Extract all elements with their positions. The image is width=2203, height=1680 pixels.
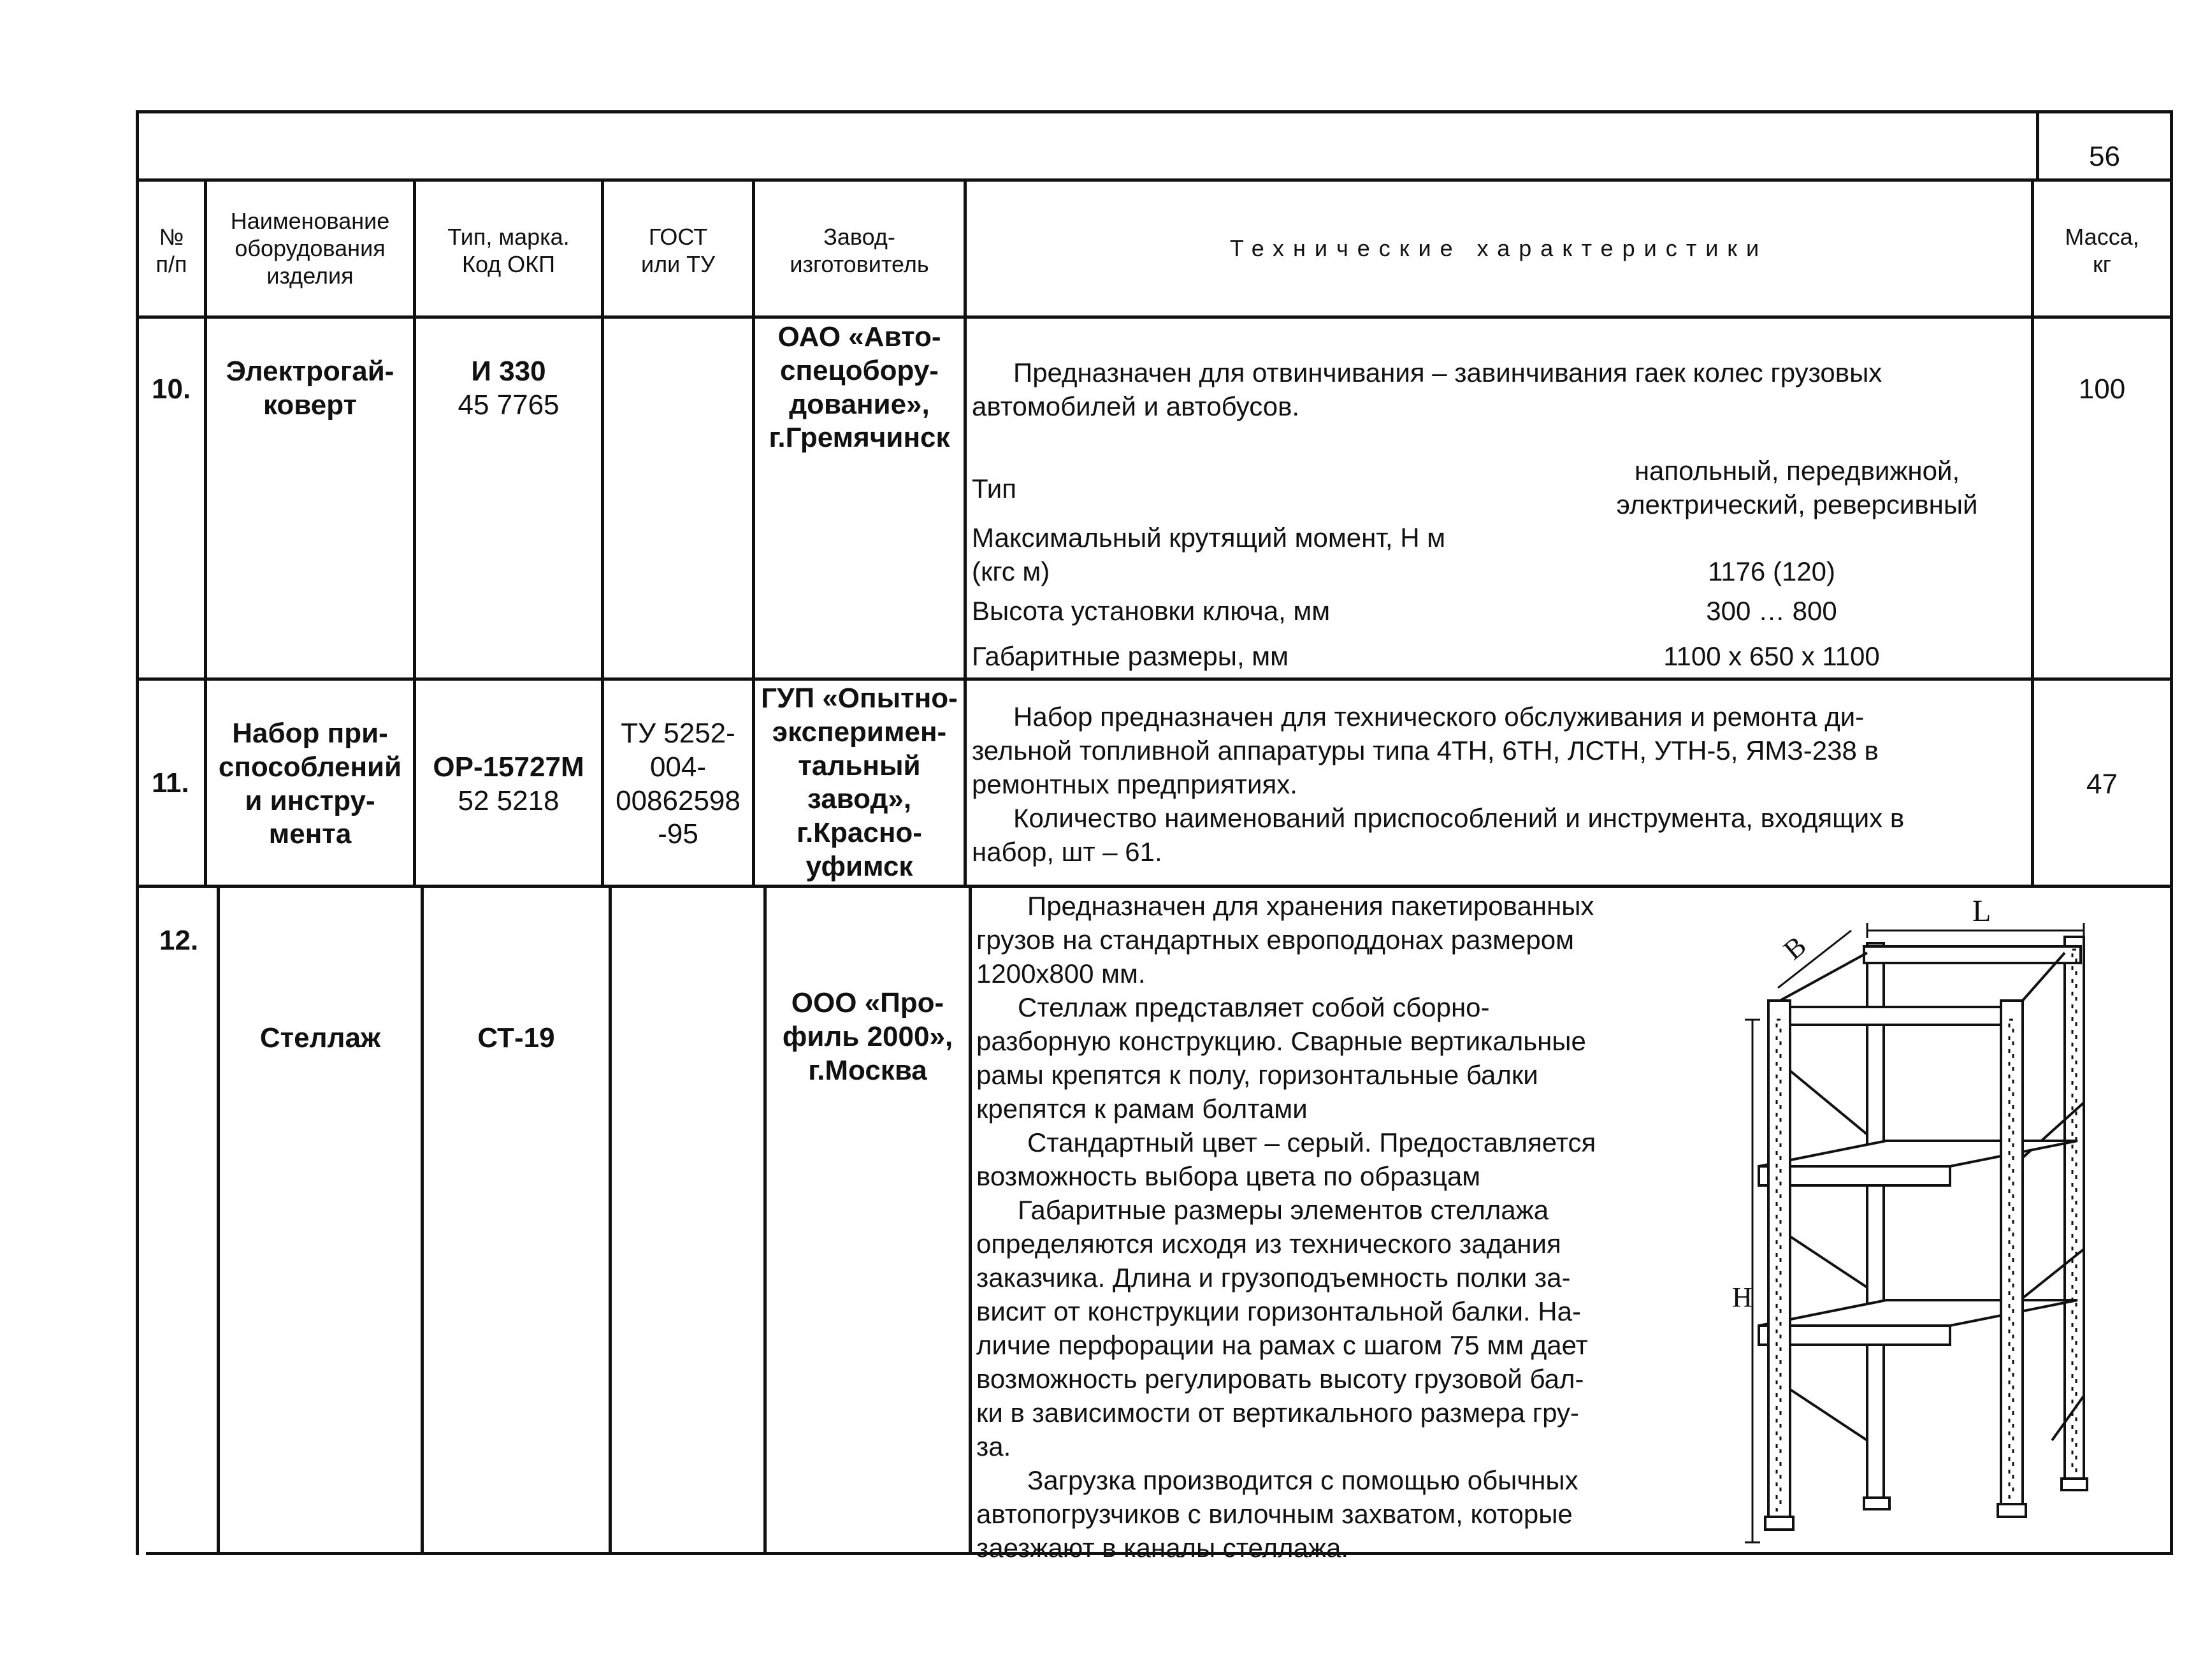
rack-front-left-upright [1768, 1001, 1790, 1523]
rack-back-right-upright [2065, 937, 2084, 1485]
rack-shelf-upper [1759, 1141, 2077, 1166]
header-bottom-border [136, 315, 2173, 319]
item-maker: ОАО «Авто- спецобору- дование», г.Гремячинск [769, 321, 950, 454]
header-type: Тип, марка. Код ОКП [447, 224, 570, 278]
col-sep-5 [964, 178, 967, 888]
col-sep-2-row12 [421, 885, 424, 1555]
row-10-bottom-border [136, 677, 2173, 681]
row-11-bottom-border [136, 885, 2173, 888]
spec-torque-value: 1176 (120) [1707, 556, 1836, 586]
col-sep-3-row12 [609, 885, 612, 1555]
header-specs: Технические характеристики [1229, 235, 1768, 261]
item-maker: ГУП «Опытно- эксперимен- тальный завод», г.Красно- уфимск [761, 683, 958, 882]
length-label: L [1972, 894, 1991, 928]
col-sep-4-row12 [763, 885, 767, 1555]
spec-type-label: Тип [972, 474, 1017, 503]
spec-size-label: Габаритные размеры, мм [972, 641, 1289, 671]
depth-label: B [1777, 930, 1812, 966]
header-name: Наименование оборудования изделия [230, 208, 390, 289]
header-top-border [136, 178, 2173, 182]
table-left-border [136, 110, 139, 1555]
header-gost: ГОСТ или ТУ [640, 224, 716, 278]
item-description: Предназначен для отвинчивания – завинчивания гаек колес грузовых автомобилей и автобусов. [972, 358, 1882, 421]
row-number: 12. [159, 925, 199, 956]
item-gost: ТУ 5252- 004- 00862598 -95 [616, 718, 740, 850]
rack-top-front-beam [1768, 1007, 2017, 1025]
height-label: H [1732, 1282, 1752, 1313]
item-name: Электрогай- коверт [226, 356, 394, 421]
table-top-border [136, 110, 2173, 113]
header-number: № п/п [155, 224, 187, 278]
page-number: 56 [2089, 141, 2120, 172]
row-number: 10. [152, 373, 191, 405]
item-maker: ООО «Про- филь 2000», г.Москва [782, 987, 953, 1086]
item-mass: 100 [2078, 373, 2126, 405]
rack-illustration [1721, 892, 2167, 1555]
spec-height-value: 300 … 800 [1706, 596, 1837, 626]
item-type: И 330 45 7765 [458, 356, 560, 421]
table-right-border [2170, 110, 2173, 1555]
rack-top-back-beam [1864, 946, 2081, 963]
item-name: Набор при- способлений и инстру- мента [218, 718, 402, 850]
spec-size-value: 1100 х 650 х 1100 [1663, 641, 1880, 671]
item-description: Набор предназначен для технического обслуживания и ремонта ди- зельной топливной аппаратуры типа 4ТН, 6ТН, ЛСТН, УТН-5, ЯМЗ-238 в ремонтных предприятиях. Количество наименований приспособлений и инструмента, входящих в набор, шт – 61. [972, 702, 1905, 867]
row-number: 11. [152, 767, 189, 799]
item-name: Стеллаж [259, 1022, 381, 1054]
rack-shelf-lower [1759, 1300, 2077, 1326]
item-description: Предназначен для хранения пакетированных грузов на стандартных европоддонах размером 1200х800 мм. Стеллаж представляет собой сборно- разборную конструкцию. Сварные вертикальные рамы крепятся к полу, горизонтальные балки крепятся к рамам болтами Стандартный цвет – серый. Предоставляется возможность выбора цвета по образцам Габаритные размеры элементов стеллажа определяются исходя из технического задания заказчика. Длина и грузоподъемность полки за- висит от конструкции горизонтальной балки. На- личие перфорации на рамах с шагом 75 мм дает возможность регулировать высоту грузовой бал- ки в зависимости от вертикального размера гру- за. Загрузка производится с помощью обычных автопогрузчиков с вилочным захватом, которые заезжают в каналы стеллажа. [976, 891, 1596, 1563]
rack-front-right-upright [2001, 1001, 2023, 1510]
item-type: СТ-19 [477, 1022, 555, 1054]
item-mass: 47 [2086, 769, 2118, 800]
rack-back-left-upright [1867, 943, 1884, 1504]
col-sep-1-row12 [217, 885, 220, 1555]
item-type: ОР-15727М 52 5218 [433, 751, 584, 816]
header-maker: Завод- изготовитель [790, 224, 929, 278]
spec-height-label: Высота установки ключа, мм [972, 596, 1331, 626]
header-mass: Масса, кг [2065, 224, 2139, 278]
spec-type-value: напольный, передвижной, электрический, реверсивный [1616, 456, 1978, 519]
col-sep-5-row12 [969, 885, 972, 1555]
spec-torque-label: Максимальный крутящий момент, Н м (кгс м) [972, 523, 1446, 586]
